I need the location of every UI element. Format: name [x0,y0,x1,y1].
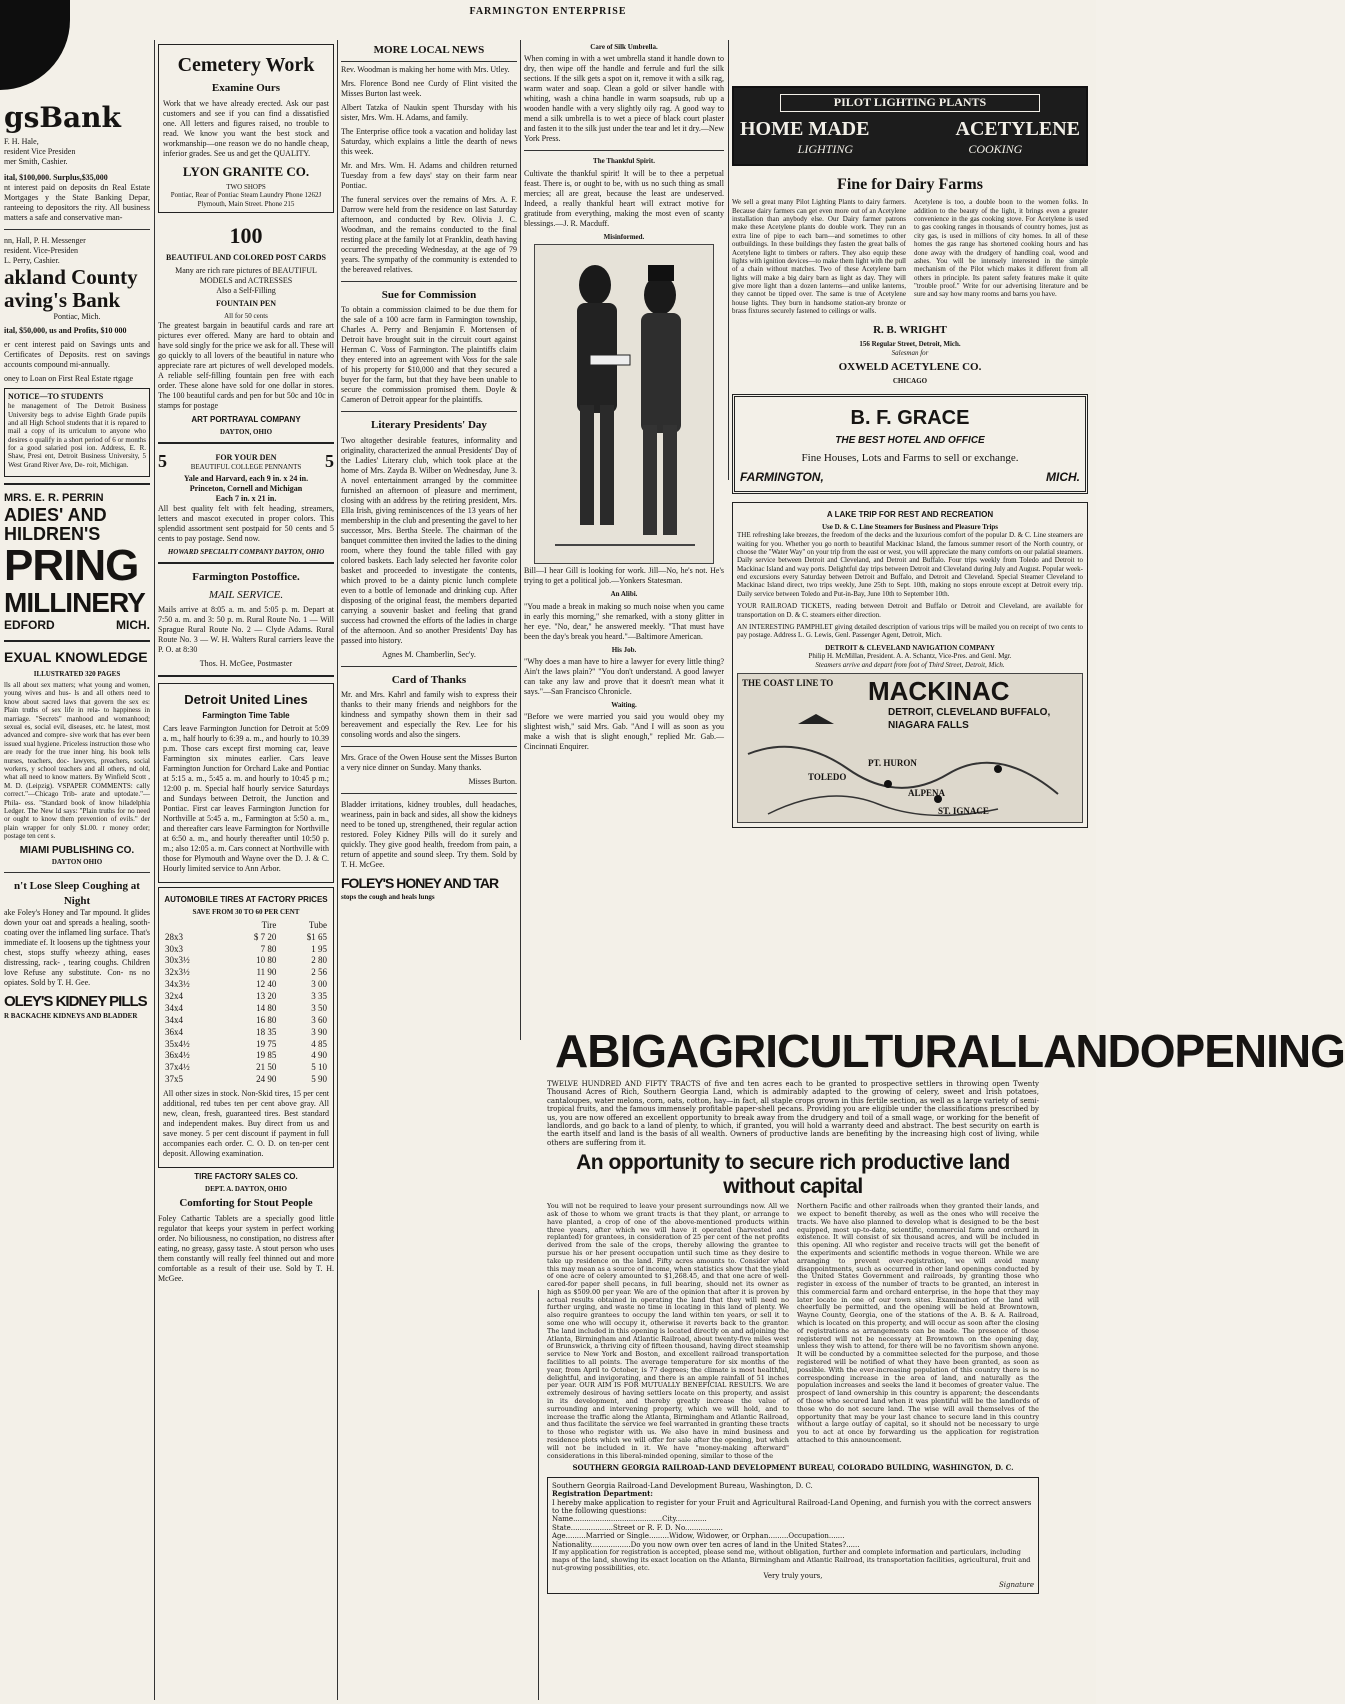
bank-loan: oney to Loan on First Real Estate rtgage [4,374,134,384]
cooking: COOKING [968,142,1023,157]
divider [4,872,150,873]
thanks-text: Mr. and Mrs. Kahrl and family wish to express their thanks to their many friends and neighbors for the kindness and sympathy shown them in their sad bereavement and especially the Rev. Lee for his consoling words and also the singers. [341,690,517,740]
coast-line: THE COAST LINE TO [742,678,834,688]
publisher-city: DAYTON OHIO [51,857,103,866]
bank-capital: ital, $100,000. Surplus,$35,000 [4,172,108,182]
notice-box [4,388,150,477]
table-cell: 4 90 [311,1050,327,1061]
banner-left-body: You will not be required to leave your present surroundings now. All we ask of those to whom we grant tracts is that they plant, or arrange to have planted, a crop of one of the above-mentioned products within three years, after which we will have it operated (harvested and replanted) for grantees, in consideration of 25 per cent of the net profits derived from the sale of the crops, thereby allowing the grantee to pursue his or her present occupation until such time as they desire to take up residence on the land. Fifty acres amounts to. Consider what this may mean as a source of income, when statistics show that the yield of one acre of celery amounted to $1,268.45, and that one acre of well-cared-for paper shell pecans, in full bearing, should net its owner as high as $509.00 per year. We are of the opinion that after it is proven by actual results obtained in operating the land that they will need no further urging, and waste no time in locating in this land of plenty. We also require grantees to occupy the land within ten years, or sell it to some one who will occupy it, otherwise it reverts back to the grantor. The land included in this opening is located directly on and adjoining the Atlanta, Birmingham and Atlantic Railroad, about twenty-five miles west of Brunswick, a thriving city of fifteen thousand, having direct steamship service to New York and Boston, and excellent railroad transportation facilities to all points. The average temperature for six months of the year, from April to October, is 77 degrees; the climate is most healthful, delightful, and invigorating, and there is an ample rainfall of 51 inches per year. OUR AIM IS FOR MUTUALLY BENEFICIAL RESULTS. We are extremely desirous of having settlers locate on this property, and assist in its development, and thereby greatly increase the value of surrounding and intervening property, which we will hold, and to increase the traffic along the Atlanta, Birmingham and Atlantic Railroad, and thus facilitate the service we feel warranted in granting these tracts to those who register with us. We also have in mind business and residence plots which we will offer for sale after the opening, but which will not be included in it. We have "money-making afterward" considerations in this liberal-minded opening, similar to those of the [547,1202,789,1460]
table-cell: 4 85 [311,1038,327,1049]
granite-shops: TWO SHOPS [226,183,266,192]
cemetery-sub: Examine Ours [211,82,281,95]
dairy-right: Acetylene is too, a double boon to the women folks. In addition to the beauty of the light, it brings even a greater convenience in the gas cooking stove. For Acetylene is used to gas cooking ranges in thousands of country homes, just as city gas, is used in millions of city homes. In all of these homes the gas range has shortened cooking hours and has done away with the drudgery of handling coal, wood and ashes. You will be intensely interested in the simple mechanism of the Pilot which makes it different from all others in principle. Its patent safety features make it quite "trouble proof." Write for our advertising literature and be sure and say how many rooms and barns you have. [914,198,1088,299]
map-place: TOLEDO [808,772,847,782]
registration-form [547,1477,1039,1594]
dul-text: Cars leave Farmington Junction for Detroit at 5:09 a. m., half hourly to 6:39 a. m., and hourly to 10.39 p.m. Those cars except first morning car, leave Farmington six minutes earlier. Cars leave Farmington Junction for Orchard Lake and Pontiac at 5:15 a. m., 5:45 a. m. and hourly to 10:45 p m.; 12:00 p. m. Special half hourly service Saturdays and Sundays between Detroit, the Junction and Pontiac. First car leaves Farmington Junction for Northville at 5:45 a. m., Farmington at 5:50 a. m., and thereafter cars leave Farmington for Northville at 6:50 a. m., and hourly thereafter until 10:50 p. m.; also 12:05 a. m. Cars connect at Northville with those for Plymouth and Wayne over the D. J. & C. Hourly limited service to Ann Arbor. [163,724,329,874]
grace-sign: Misses Burton. [468,777,517,787]
grace-tag: THE BEST HOTEL AND OFFICE [835,435,985,447]
table-cell: 19 75 [256,1038,277,1049]
table-cell: 32x3½ [165,967,190,978]
grace-note: Mrs. Grace of the Owen House sent the Misses Burton a very nice dinner on Sunday. Many thanks. [341,753,517,773]
umbrella-title: Care of Silk Umbrella. [590,43,658,51]
table-cell: 18 35 [256,1026,277,1037]
table-cell: 19 85 [256,1050,277,1061]
column-2 [158,40,334,1700]
tires-company: TIRE FACTORY SALES CO. [194,1172,298,1182]
lighting: LIGHTING [797,142,853,157]
table-cell: 37x4½ [165,1062,190,1073]
pennants-number: 5 [158,451,167,472]
table-cell: 5 90 [311,1074,327,1085]
misinformed-text: Bill—I hear Gill is looking for work. Jill—No, he's not. He's trying to get a political job.—Yonkers Statesman. [524,566,724,586]
pennants-company: HOWARD SPECIALTY COMPANY DAYTON, OHIO [167,547,325,556]
sexual-sub: ILLUSTRATED 320 PAGES [33,669,121,678]
divider [158,562,334,564]
oxweld-city: CHICAGO [892,377,928,386]
banner-word: OPENING [1139,1025,1345,1077]
perrin-line: HILDREN'S [4,523,101,544]
divider [4,640,150,642]
table-cell: 3 60 [311,1014,327,1025]
literary-sign: Agnes M. Chamberlin, Sec'y. [382,649,476,659]
lake-sub: Use D. & C. Line Steamers for Business and Pleasure Trips [821,522,999,531]
sexual-title: EXUAL KNOWLEDGE [4,649,148,666]
divider [4,229,150,230]
hisjob-text: "Why does a man have to hire a lawyer for every little thing? Ain't the laws plain?" "You don't understand. A good lawyer can take any law and prove that it doesn't mean what it says."—San Francisco Chronicle. [524,656,724,696]
table-row [163,1003,329,1015]
form-close: Very truly yours, [763,1572,823,1581]
lake-trip-ad [732,502,1088,828]
local-news-title: MORE LOCAL NEWS [341,43,517,62]
lake-officers: Philip H. McMillan, President. A. A. Schantz, Vice-Pres. and Genl. Mgr. [808,652,1012,661]
table-row [163,991,329,1003]
lake-map-icon [738,674,1068,824]
postmaster: Thos. H. McGee, Postmaster [199,659,293,669]
cartoon-figures-icon [535,245,713,563]
divider [341,746,517,747]
bank-officer: F. H. Hale, [4,136,39,146]
bank-text: nt interest paid on deposits dn Real Estate Mortgages y the State Banking Depar, ranteeing to depositors the rity. All business matters a safe and conservative man- [4,182,150,222]
map-place: ST. IGNACE [938,806,989,816]
table-cell: Tire [261,919,277,930]
perrin-state: MICH. [116,618,150,633]
table-cell: 2 56 [311,967,327,978]
dul-title: Detroit United Lines [184,692,308,708]
literary-title: Literary Presidents' Day [371,419,487,432]
tires-title: AUTOMOBILE TIRES AT FACTORY PRICES [164,895,328,905]
postcards-number: 100 [229,223,263,249]
hisjob-title: His Job. [611,645,637,654]
divider [158,442,334,444]
table-cell: 32x4 [165,991,183,1002]
cough-text: ake Foley's Honey and Tar mpound. It glides down your oat and spreads a healing, sooth- coating over the inflamed ling surface. That's immediate ef. It loosens up the tightness your chest, stops stuffy wheezy athing, eases distressing, rack- , tearing coughs. Children love Refuse any substitute. Con- ns no opiates. Sold by T. H. Gee. [4,908,150,988]
banner-subtitle: An opportunity to secure rich productive land without capital [576,1151,1010,1199]
mackinac-title: MACKINAC [868,676,1010,706]
table-cell: 24 90 [256,1074,277,1085]
postcards-title: BEAUTIFUL AND COLORED POST CARDS [166,253,326,263]
umbrella-text: When coming in with a wet umbrella stand it handle down to dry, then wipe off the handle and ferrule and furl the silk sections. If the silk gets a spot on it, remove it with a silk rag, warm water and soap. Clean a gold or silver handle with whiting, wash a china handle in warm soapsuds, rub up a wooden handle with a very slightly oily rag. A good way to mend a silk umbrella is to wet a piece of black court plaster and fasten it to the silk just under the tear and let it dry.—New York Press. [524,54,724,144]
pen-title: FOUNTAIN PEN [215,299,277,309]
column-rule [520,40,521,1040]
form-note: If my application for registration is accepted, please send me, without obligation, further and complete information and particulars, including maps of the land, showing its exact location on the Atlanta, Birmingham and Atlantic Railroad, its transportation facilities, agricultural, fruit and nut-growing possibilities, etc. [552,1547,1031,1572]
table-row [163,1039,329,1051]
table-row [163,944,329,956]
stout-text: Foley Cathartic Tablets are a specially good little regulator that keeps your system in perfect working order. No biliousness, no constipation, no distress after eating, no greasy, gassy taste. A stout person who uses them constantly will really feel thinned out and more comfortable as a result of their use. Sold by T. H. McGee. [158,1213,334,1283]
form-dept: Registration Department: [552,1489,653,1499]
table-cell: $ 7 20 [253,931,277,942]
pennants-line: Princeton, Cornell and Michigan [189,483,303,493]
kidney-pills-sub: R BACKACHE KIDNEYS AND BLADDER [4,1011,138,1020]
form-line: State...................Street or R. F. D. No................. [552,1523,723,1532]
bank-name: gsBank [4,101,121,134]
lake-pamphlet: AN INTERESTING PAMPHLET giving detailed description of various trips will be mailed you on receipt of two cents to pay postage. Address L. G. Lewis, Genl. Passenger Agent, Detroit, Mich. [737,623,1083,640]
table-header [163,920,329,932]
commission-title: Sue for Commission [381,288,477,301]
granite-addr: Pontiac, Rear of Pontiac Steam Laundry Phone 1262J [170,191,322,200]
postcards-sub: Many are rich rare pictures of BEAUTIFUL MODELS and ACTRESSES [175,266,317,286]
cartoon-illustration [534,244,714,564]
bank-place: Pontiac, Mich. [53,312,101,322]
table-cell: 2 80 [311,955,327,966]
column-3 [341,40,517,1700]
bank-officer: mer Smith, Cashier. [4,156,68,166]
dul-sub: Farmington Time Table [202,711,290,721]
lake-title: A LAKE TRIP FOR REST AND RECREATION [826,509,994,519]
table-row [163,932,329,944]
news-item: The Enterprise office took a vacation and holiday last Saturday, which explains a little the dearth of news this week. [341,126,517,156]
table-cell: 1 95 [311,943,327,954]
grace-town: FARMINGTON, [740,469,824,484]
alibi-text: "You made a break in making so much noise when you came in early this morning," she remarked, with a stony glitter in her eye. "No, dear," he answered meekly. "That must have been the day's break you heard."—Baltimore American. [524,601,724,641]
divider [341,793,517,794]
table-cell: 34x3½ [165,979,190,990]
form-text: I hereby make application to register for your Fruit and Agricultural Railroad-Land Opening, and furnish you with the correct answers to the following questions: [552,1498,1032,1515]
postoffice-text: Mails arrive at 8:05 a. m. and 5:05 p. m. Depart at 7:50 a. m. and 3: 50 p. m. Rural Route No. 1 — Will Sprague Rural Route No. 2 — Clyde Adams. Rural Route No. 3 — W. H. Walters Rural carriers leave the P. O. at 8:30 [158,605,334,655]
portrayal-name: ART PORTRAYAL COMPANY [191,414,301,424]
map-place: ALPENA [908,788,946,798]
bank-capital: ital, $50,000, us and Profits, $10 000 [4,326,127,336]
table-cell: 13 20 [256,991,277,1002]
stout-title: Comforting for Stout People [179,1197,313,1210]
table-cell: 5 10 [311,1062,327,1073]
granite-addr: Plymouth, Main Street. Phone 215 [197,199,295,208]
column-rule [337,40,338,1700]
bank-officer: resident. Vice-Presiden [4,245,79,255]
pennants-sub: BEAUTIFUL COLLEGE PENNANTS [190,462,302,471]
thankful-title: The Thankful Spirit. [593,157,655,166]
grace-name: B. F. GRACE [850,406,970,429]
bank-officer: resident Vice Presiden [4,146,76,156]
table-cell: 3 50 [311,1002,327,1013]
form-line: Name........................................City.............. [552,1515,707,1524]
cemetery-title: Cemetery Work [177,54,315,76]
banner-word: BIG [587,1025,667,1077]
table-cell: 36x4½ [165,1050,190,1061]
postoffice-sub: MAIL SERVICE. [208,588,284,601]
postoffice-title: Farmington Postoffice. [192,571,300,584]
table-cell [163,920,223,932]
pennants-line: Yale and Harvard, each 9 in. x 24 in. [183,473,309,483]
pilot-banner: PILOT LIGHTING PLANTS [780,94,1040,112]
form-line: Nationality..................Do you now own over ten acres of land in the United States?...... [552,1540,860,1549]
table-row [163,979,329,991]
banner-bureau: SOUTHERN GEORGIA RAILROAD-LAND DEVELOPMENT BUREAU, COLORADO BUILDING, WASHINGTON, D. C. [572,1463,1014,1473]
bank-officer: L. Perry, Cashier. [4,255,60,265]
tires-sub: SAVE FROM 30 TO 60 PER CENT [192,908,300,917]
waiting-title: Waiting. [611,700,637,709]
table-cell: 7 80 [260,943,277,954]
acetylene: ACETYLENE [955,117,1080,140]
kidney-pills-ad: OLEY'S KIDNEY PILLS [4,993,147,1011]
banner-word: A [555,1025,588,1077]
mackinac-map [737,673,1083,823]
table-row [163,1074,329,1086]
oxweld: OXWELD ACETYLENE CO. [838,360,982,373]
lake-tickets: YOUR RAILROAD TICKETS, reading between Detroit and Buffalo or Detroit and Cleveland, are available for transportation on D. & C. steamers either direction. [737,602,1083,619]
column-5 [732,40,1088,1030]
table-cell: 30x3 [165,943,183,954]
dairy-left: We sell a great many Pilot Lighting Plants to dairy farmers. Because dairy farmers can get even more out of an Acetylene installation than anybody else. Our Dairy farmer patrons make these Acetylene plants do double work. They run an extra line of pipe to each barn—and sometimes to other outbuildings. In these buildings they fasten the great balls of Acetylene light to timbers or rafters. They also equip these lights with ignition devices—to make them light with the pull of a chain without matches. Two of these Acetylene barn lights will make a big dairy barn as light as day. They will give more light than a dozen lanterns—and unlike lanterns, they cannot be tipped over. The same is true of Acetylene house lights. They burn in handsome station-ary bronze or brass fixtures securely fastened to ceilings or walls. [732,198,906,316]
bank-name: akland County [4,264,138,289]
table-cell: 11 90 [256,967,277,978]
waiting-text: "Before we were married you said you would obey my slightest wish," said Mrs. Gab. "And I will as soon as you make a wish that is slight enough," replied Mr. Gab.—Cincinnati Enquirer. [524,712,724,752]
postcards-text: The greatest bargain in beautiful cards and rare art pictures ever offered. Many are hard to obtain and have sold singly for the price we ask for all. These will go quickly to all lovers of the beautiful in nature who appreciate rare art pictures of well developed models. A reliable self-filling fountain pen free with each order. These alone have sold for one dollar in stores. The 100 beautiful cards and pen for but 50c and 10c in stamps for postage [158,320,334,410]
table-cell: 36x4 [165,1026,183,1037]
commission-text: To obtain a commission claimed to be due them for the sale of a 100 acre farm in Farmington township, Charles A. Perry and Benjamin F. Mortensen of Detroit have brought suit in the circuit court against Herman C. Voss of Farmington. The plaintiffs claim they entered into an agreement with Voss for the sale of his property for $10,000 and that they secured a buyer for the farm, but that they have been unable to secure the commission promised them. Doyle & Cameron of Detroit appear for the plaintiffs. [341,305,517,405]
map-place: PT. HURON [868,758,917,768]
misinformed-title: Misinformed. [603,232,645,241]
table-cell: 14 80 [256,1002,277,1013]
cemetery-ad [158,44,334,213]
column-4 [524,40,724,1030]
column-1 [4,40,150,1700]
table-row [163,1050,329,1062]
divider [524,150,724,151]
thanks-title: Card of Thanks [391,673,467,686]
table-row [163,967,329,979]
lake-company: DETROIT & CLEVELAND NAVIGATION COMPANY [825,643,995,652]
table-cell: 28x3 [165,931,183,942]
portrayal-city: DAYTON, OHIO [219,427,273,436]
lake-dock: Steamers arrive and depart from foot of Third Street, Detroit, Mich. [815,660,1005,669]
banner-word: AGRICULTURAL [666,1025,1016,1077]
table-cell: 3 35 [311,991,327,1002]
bank-text: er cent interest paid on Savings unts and Certificates of Deposits. rest on savings accounts compound mi-annually. [4,340,150,370]
table-cell: $1 65 [306,931,327,942]
table-row [163,955,329,967]
news-item: The funeral services over the remains of Mrs. A. F. Darrow were held from the residence on last Saturday afternoon, and conducted by Rev. Olivia J. C. Woodman, and the remains conducted to the final resting place at the family lot at Franklin, death having occurred the preceding Wednesday, at the age of 79 years. The sympathy of the community is extended to the bereaved relatives. [341,194,517,274]
notice-text: he management of The Detroit Business University begs to advise Eighth Grade pupils and all High School students that it is repared to mail a copy of its urriculum to anyone who desires o qualify in a short period of 6 or months for a good salaried posi ion. Address, E. R. Shaw, Presi ent, Detroit Business University, 5 West Grand River Ave, De- roit, Michigan. [8,402,146,469]
table-cell: Tube [308,919,327,930]
tires-box [158,887,334,1168]
notice-title: NOTICE—TO STUDENTS [8,392,104,402]
wright-name: R. B. WRIGHT [873,323,947,336]
banner-headline [547,1025,1345,1077]
news-item: Mr. and Mrs. Wm. H. Adams and children returned Tuesday from a few days' stay on their farm near Pontiac. [341,160,517,190]
divider [4,483,150,485]
pilot-banner-box [732,86,1088,166]
cough-title: n't Lose Sleep Coughing at Night [14,880,140,907]
table-row [163,1062,329,1074]
pennants-title: FOR YOUR DEN [215,452,277,462]
perrin-name: MRS. E. R. PERRIN [4,492,104,505]
land-opening-ad [547,1025,1345,1598]
banner-intro: TWELVE HUNDRED AND FIFTY TRACTS of five and ten acres each to be granted to prospective settlers in throwing open Twenty Thousand Acres of Rich, Southern Georgia Land, which is admirably adapted to the growing of celery, sweet and Irish potatoes, cantaloupes, water melons, corn, oats, cotton, hay—in fact, all staple crops grown in this fertile section, as well as a large variety of semi-tropical fruits, and the famous immensely profitable paper-shell pecans. Providing you are eligible under the classifications prescribed by us, you are now offered an excellent opportunity to break away from the drudgery and toil of a small wage, or working for the benefit of landlords, and go back to a land of plenty, to which, if granted, you will hold a warranty deed and abstract. The best security on earth is the earth itself and land is the basis of all wealth. Owners of productive lands are benefiting by the increasing high cost of living, while others are suffering from it. [547,1080,1039,1147]
perrin-town: EDFORD [4,618,55,633]
pennants-text: All best quality felt with felt heading, streamers, letters and mascot executed in proper colors. This splendid assortment sent postpaid for 50 cents and 5 cents to pay postage. Send now. [158,503,334,543]
divider [158,675,334,677]
table-cell: 10 80 [256,955,277,966]
table-cell: 3 00 [311,979,327,990]
dairy-title: Fine for Dairy Farms [837,176,983,194]
homemade: HOME MADE [740,117,870,140]
tires-text: All other sizes in stock. Non-Skid tires, 15 per cent additional, red tubes ten per cent above gray. All new, clean, fresh, guaranteed tires. Best standard and independent makes. Buy direct from us and save money. 5 per cent discount if payment in full accompanies each order. C. O. D. on ten-per cent deposit. Allowing examination. [163,1089,329,1159]
table-cell: 35x4½ [165,1038,190,1049]
banner-word: LAND [1016,1025,1140,1077]
grace-text: Fine Houses, Lots and Farms to sell or exchange. [801,452,1019,465]
table-cell: 37x5 [165,1074,183,1085]
tires-table [163,920,329,1086]
form-line: Age.........Married or Single.........Widow, Widower, or Orphan.........Occupation....... [552,1532,845,1541]
wright-addr: 156 Regular Street, Detroit, Mich. [859,340,961,349]
thankful-text: Cultivate the thankful spirit! It will be to thee a perpetual feast. There is, or ought to be, with us no such thing as small mercies; all are great, because the least are undeserved. Indeed, a really thankful heart will extract motive for gratitude from everything, making the most even of scanty blessings.—J. R. Macduff. [524,168,724,228]
spring-heading: PRING [4,540,139,590]
masthead: FARMINGTON ENTERPRISE [469,6,627,17]
table-cell: 3 90 [311,1026,327,1037]
table-cell: 21 50 [256,1062,277,1073]
form-head: Southern Georgia Railroad-Land Development Bureau, Washington, D. C. [552,1481,813,1490]
dul-box [158,683,334,883]
literary-text: Two altogether desirable features, informality and originality, characterized the annual Presidents' Day of the Ladies' Literary club, which took place at the home of Mrs. Zayda B. Wilber on Wednesday, June 3. A novel entertainment arranged by the committee furnished an afternoon of pleasure and merriment, closing with an address by the retiring president, Mrs. Ella Irish, giving reminiscences of the 13 years of her membership in the club and presenting the gavel to her successor, Mrs. Bertha Steele. The chairman of the banquet committee then invited the ladies to the dining room, where they found the table filled with gay colored baskets. Each lady selected her favorite color basket and proceeded to investigate the contents, which proved to be a dainty picnic lunch complete even to a bottle of lemonade and drinking cup. After disposing of the original feast, the members departed carrying a souvenir basket and feeling that grand success had crowned the efforts of the ladies in charge of the afternoon. And so another Presidents' Day has passed into history. [341,435,517,645]
news-item: Albert Tatzka of Naukin spent Thursday with his sister, Mrs. Wm. H. Adams, and family. [341,102,517,122]
bank-name: aving's Bank [4,288,121,313]
sexual-text: lls all about sex matters; what young and women, young wives and hus- ls and all others need to know about sacred laws that govern the sex es: Plain truths of sex life in rela- to happiness in marriage. "Secrets" manhood and womanhood; sexual es, social evil, diseases, etc. he latest, most advanced and compre- sive work that has ever been issued xual hygiene. Priceless instruction those who are ready for the true inner hing. his book tells nurses, teachers, doc- lawyers, preachers, social workers, y school teachers and all others, nd old, what all need to know matters. By Winfield Scott , M. D. (Leipzig). VSPAPER COMMENTS: cally correct."—Chicago Trib- arate and uptodate."—Phila- ess. "Standard book of know hiladelphia Ledger. The New ld says: "Plain truths for no need or ought to know them prevention of evils." der plain wrapper for only $1.00. r money order; postage ten cent s. [4,681,150,841]
foley-ad: FOLEY'S HONEY AND TAR [341,875,499,892]
column-rule [154,40,155,1700]
bladder-text: Bladder irritations, kidney troubles, dull headaches, weariness, pain in back and sides, all show the kidneys need to be toned up, strengthened, their regular action restored. Foley Kidney Pills will do it surely and quickly. They give good health, freedom from pain, a return of appetite and sound sleep. Try them. Sold by T. H. McGee. [341,800,517,870]
table-cell: 12 40 [256,979,277,990]
divider [341,281,517,282]
banner-right-body: Northern Pacific and other railroads when they granted their lands, and we expect to benefit thereby, as well as the ones who will receive the tracts. We have also planned to develop what is designed to be the best equipped, most up-to-date, scientific, commercial farm and orchard in existence. It will consist of six thousand acres, and will be included in this opening. All who register and receive tracts will get the benefit of the experiments and scientific methods in vogue thereon. While we are arranging to prevent over-registration, we will avoid many disappointments, such as occurred in other land openings conducted by the United States Government and railroads, by granting those who register in excess of the number of tracts to be granted, an interest in this commercial farm and orchard enterprise, in the hope that they may later locate in one of our town sites. Examination of the land will cheerfully be permitted, and the opening will be held at Browntown, Wayne County, Georgia, one of the stations of the A. B. & A. Railroad, which is located on this property, and will occur as soon after the closing of registrations as arrangements can be made. The presence of those registered will not be necessary at Browntown on the opening day, unless they wish to attend, for there will be no favoritism shown anyone. It will be conducted by a committee selected for the purpose, and those registered will be notified of what they have been granted, as soon as possible. With the ever-increasing population of this country there is no corresponding increase in the area of land, and naturally as the population increases and seeks the land it becomes of greater value. The prospect of land ownership in this country is apparent; the descendants of those who secured land when it was plentiful will be the landlords of those who do not secure land. The wise will avail themselves of the opportunity that may be your last chance to secure land in this country without a large outlay of capital, so it should not be necessary to urge you to act at once by forwarding us the application for registration attached to this announcement. [797,1202,1039,1445]
table-cell: 34x4 [165,1014,183,1025]
pen-price: All for 50 cents [224,312,268,321]
news-item: Mrs. Florence Bond nee Curdy of Flint visited the Misses Burton last week. [341,78,517,98]
table-cell: 16 80 [256,1014,277,1025]
wright-role: Salesman for [891,348,929,357]
table-row [163,1015,329,1027]
divider [341,666,517,667]
column-rule [728,40,729,480]
alibi-title: An Alibi. [610,590,638,599]
pennants-line: Each 7 in. x 21 in. [215,493,277,503]
perrin-line: ADIES' AND [4,504,107,525]
lake-text: THE refreshing lake breezes, the freedom of the decks and the luxurious comfort of the popular D. & C. Line steamers are waiting for you. Whether you go north to beautiful Mackinac Island, the famous summer resort of the North country, or choose the "Water Way" on your trip from the east or west, you will appreciate the many comforts on our palatial steamers. Daily service between Detroit and Cleveland, and Detroit and Buffalo. Four trips weekly from Toledo and Detroit to Mackinac Island and way ports. Delightful day trips between Detroit and Cleveland during July and August. Popular week-end excursions every Saturday between Detroit and Buffalo, and Detroit and Cleveland. Special Steamer Cleveland to Mackinac Island direct, two trips weekly, June 25th to Sept. 10th, making no stops enroute except at Detroit every trip. Daily service between Toledo and Put-in-Bay, June 10th to September 10th. [737,531,1083,598]
cemetery-text: Work that we have already erected. Ask our past customers and see if you can find a dissatisfied one. All letters and figures raised, no trouble to read. We know you want the best stock and workmanship—one reason we do no handle cheap, inferior grades. See us and get the QUALITY. [163,98,329,158]
mackinac-cities: DETROIT, CLEVELAND BUFFALO, NIAGARA FALLS [888,707,1051,732]
table-row [163,1027,329,1039]
form-signature: Signature [998,1580,1034,1589]
table-cell: 30x3½ [165,955,190,966]
foley-sub: stops the cough and heals lungs [341,892,435,901]
table-cell: 34x4 [165,1002,183,1013]
pennants-number: 5 [324,451,334,472]
millinery-heading: MILLINERY [4,586,145,618]
tires-company-addr: DEPT. A. DAYTON, OHIO [205,1185,287,1194]
grace-state: MICH. [1046,469,1080,484]
publisher: MIAMI PUBLISHING CO. [19,845,135,857]
news-item: Rev. Woodman is making her home with Mrs. Utley. [341,64,510,74]
bank-officer: nn, Hall, P. H. Messenger [4,235,86,245]
granite-name: LYON GRANITE CO. [182,163,310,179]
grace-ad [732,394,1088,494]
divider [341,411,517,412]
column-rule [538,1290,539,1700]
pen-sub: Also a Self-Filling [216,286,276,296]
